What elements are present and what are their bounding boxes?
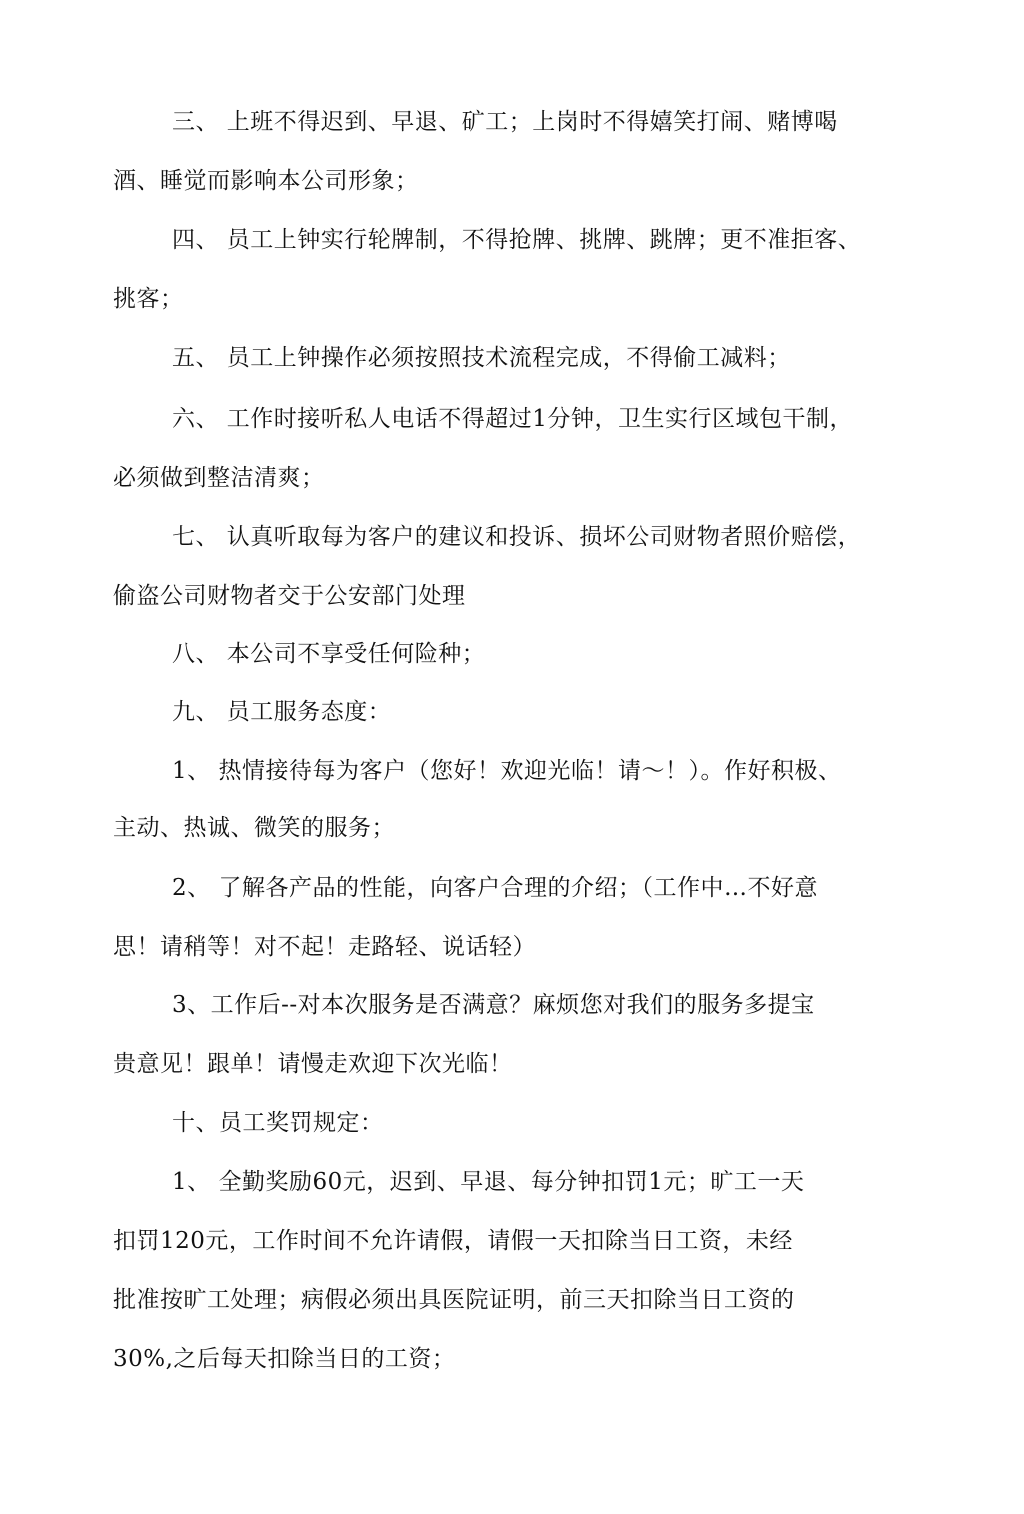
rule-9-heading: 九、 员工服务态度： — [172, 699, 392, 725]
reward-item-1-line-1: 1、 全勤奖励60元，迟到、早退、每分钟扣罚1元；旷工一天 — [172, 1169, 805, 1195]
rule-5-line-1: 五、 员工上钟操作必须按照技术流程完成，不得偷工减料； — [172, 345, 791, 371]
service-item-2-line-2: 思！请稍等！对不起！走路轻、说话轻） — [113, 934, 536, 960]
rule-7-line-2: 偷盗公司财物者交于公安部门处理 — [113, 583, 466, 609]
rule-10-heading: 十、员工奖罚规定： — [172, 1110, 384, 1136]
reward-item-1-line-4: 30%,之后每天扣除当日的工资； — [113, 1346, 456, 1372]
rule-3-line-2: 酒、睡觉而影响本公司形象； — [113, 168, 419, 194]
rule-6-line-2: 必须做到整洁清爽； — [113, 465, 325, 491]
reward-item-1-line-2: 扣罚120元，工作时间不允许请假，请假一天扣除当日工资，未经 — [113, 1228, 793, 1254]
rule-4-line-2: 挑客； — [113, 286, 184, 312]
service-item-3-line-2: 贵意见！跟单！请慢走欢迎下次光临！ — [113, 1051, 513, 1077]
rule-6-line-1: 六、 工作时接听私人电话不得超过1分钟，卫生实行区域包干制， — [172, 406, 853, 432]
rule-4-line-1: 四、 员工上钟实行轮牌制，不得抢牌、挑牌、跳牌；更不准拒客、 — [172, 227, 862, 253]
reward-item-1-line-3: 批准按旷工处理；病假必须出具医院证明，前三天扣除当日工资的 — [113, 1287, 795, 1313]
service-item-3-line-1: 3、工作后--对本次服务是否满意？麻烦您对我们的服务多提宝 — [172, 992, 815, 1018]
rule-7-line-1: 七、 认真听取每为客户的建议和投诉、损坏公司财物者照价赔偿， — [172, 524, 862, 550]
service-item-1-line-2: 主动、热诚、微笑的服务； — [113, 815, 395, 841]
rule-3-line-1: 三、 上班不得迟到、早退、矿工；上岗时不得嬉笑打闹、赌博喝 — [172, 109, 838, 135]
rule-8-line-1: 八、 本公司不享受任何险种； — [172, 641, 486, 667]
service-item-1-line-1: 1、 热情接待每为客户（您好！欢迎光临！请～！）。作好积极、 — [172, 758, 842, 784]
service-item-2-line-1: 2、 了解各产品的性能，向客户合理的介绍；（工作中…不好意 — [172, 875, 818, 901]
